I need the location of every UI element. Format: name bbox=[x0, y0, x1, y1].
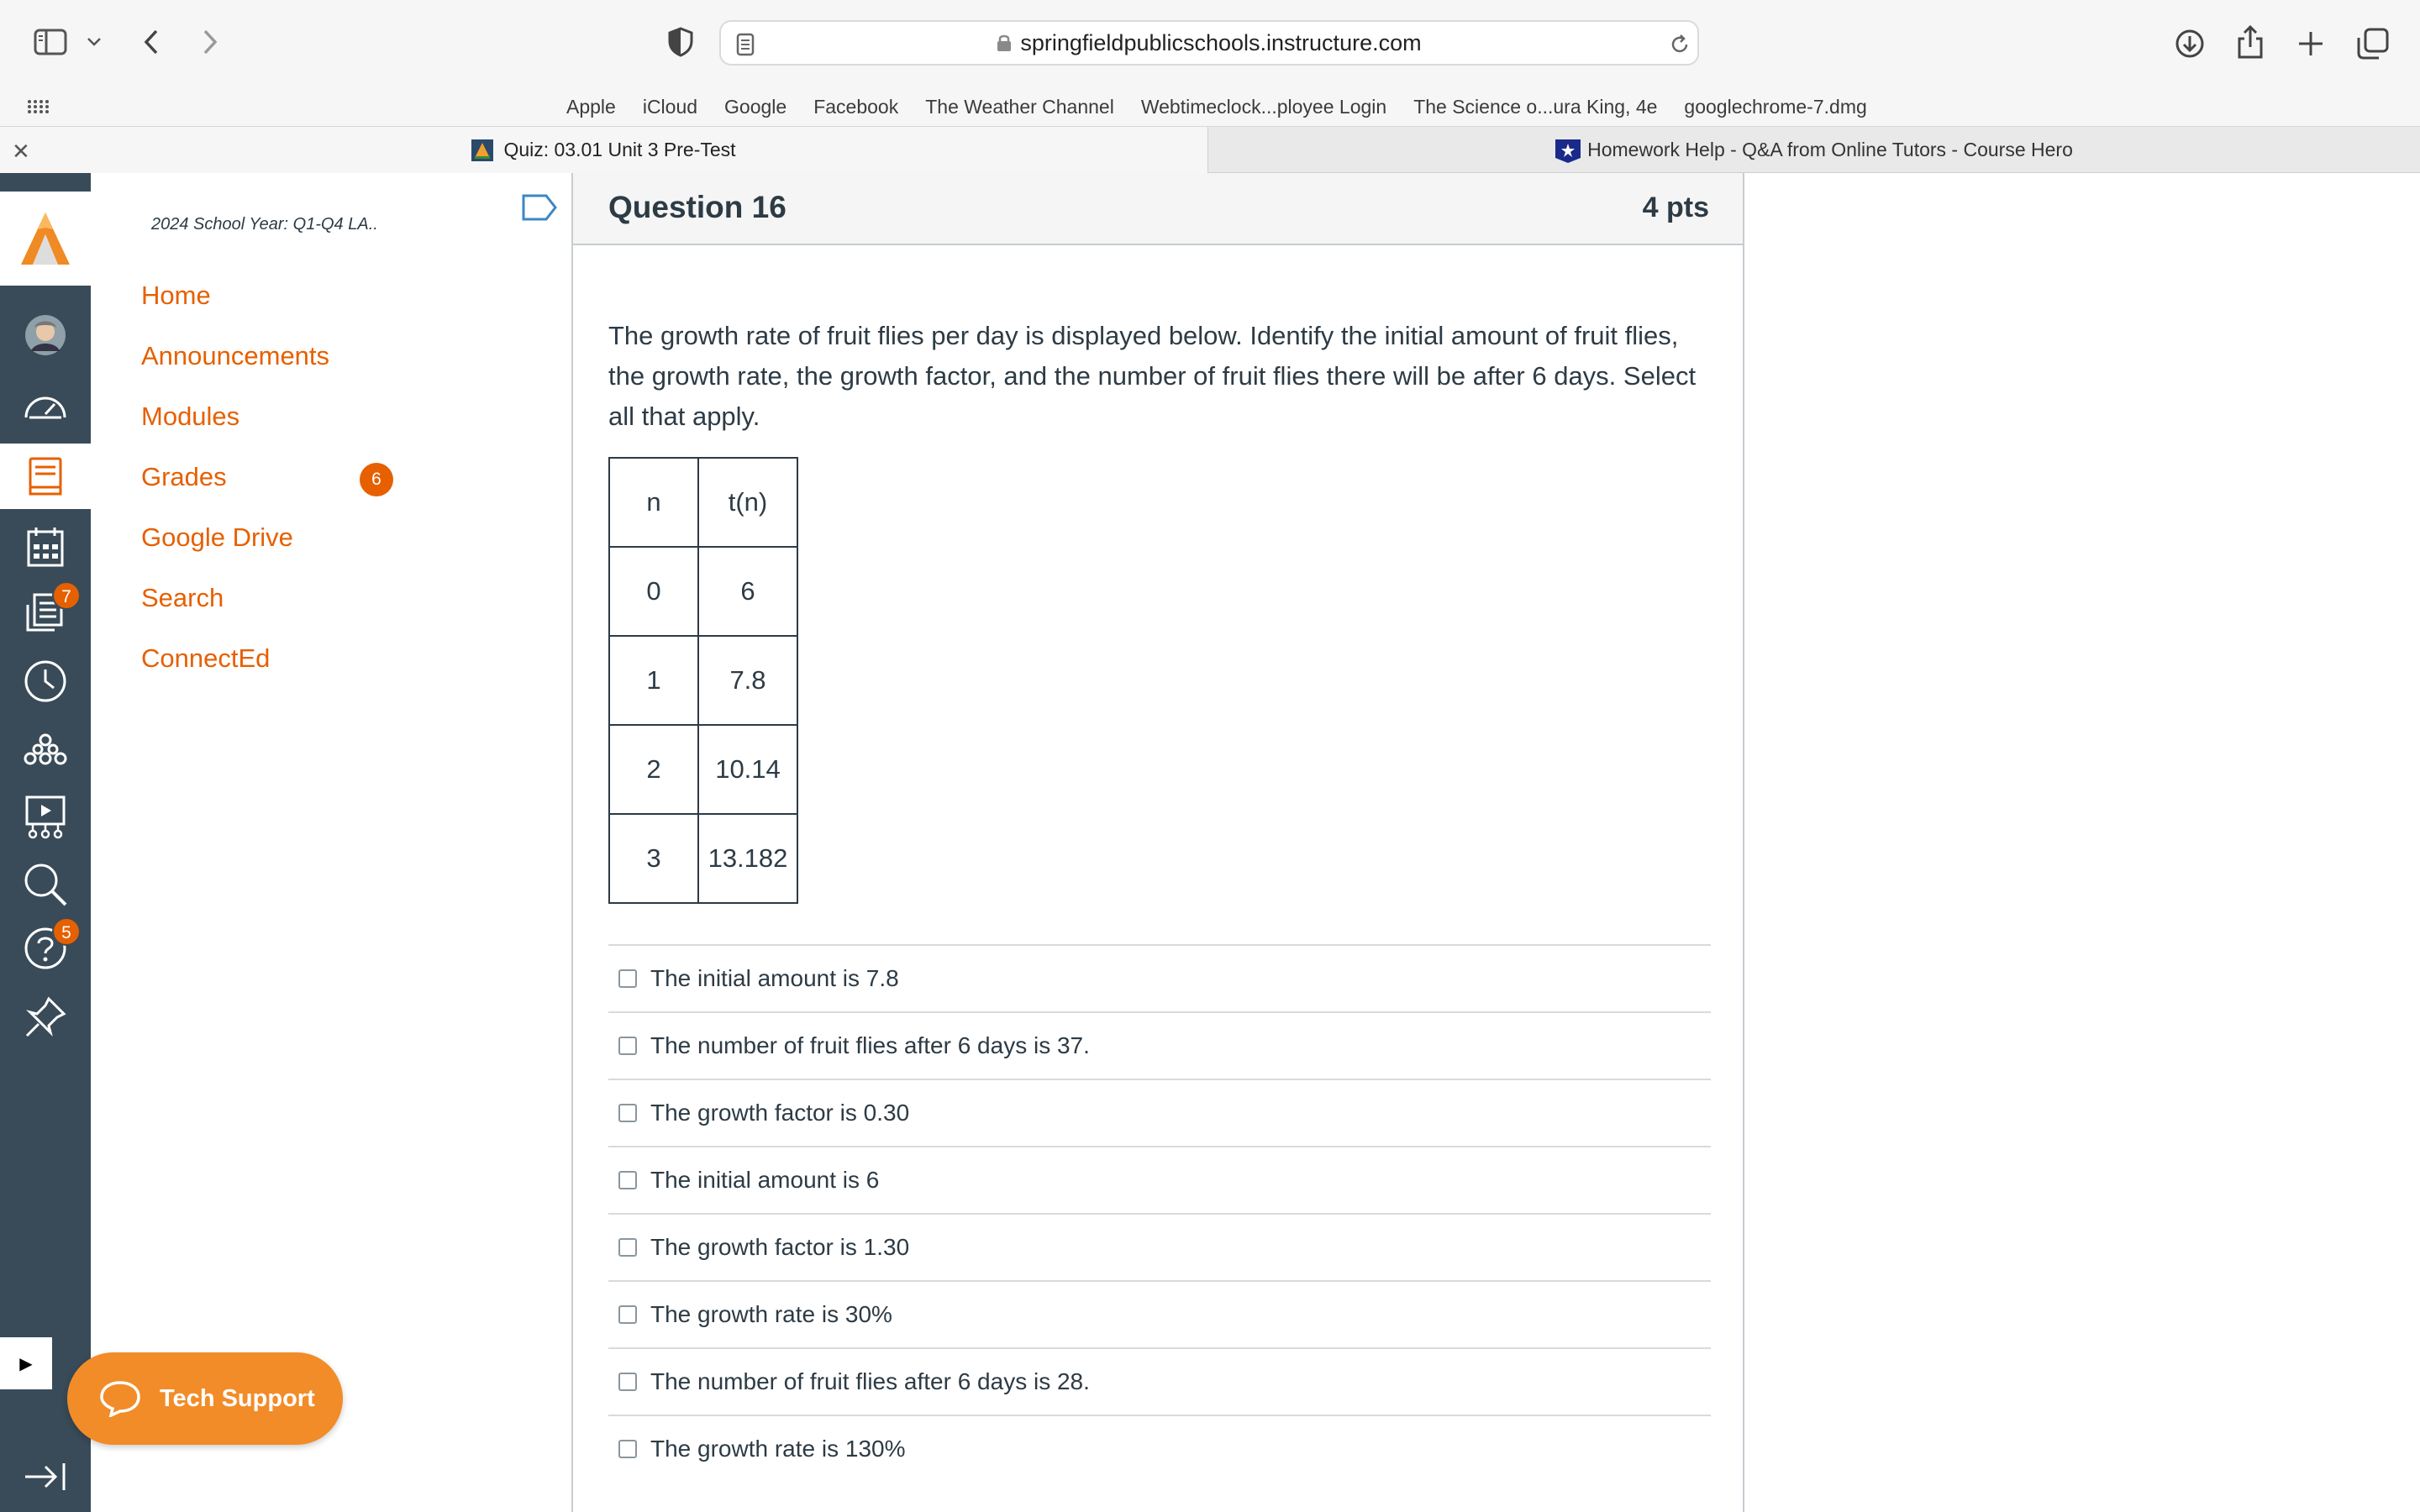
tab-title: Homework Help - Q&A from Online Tutors - Course Hero bbox=[1587, 139, 2073, 160]
groups-icon bbox=[23, 732, 68, 768]
courses-icon bbox=[27, 455, 64, 497]
bookmark-googlechrome[interactable]: googlechrome-7.dmg bbox=[1684, 95, 1867, 118]
sidebar-toggle-icon[interactable] bbox=[32, 25, 69, 59]
answer-checkbox[interactable] bbox=[618, 1171, 637, 1189]
nav-dashboard[interactable] bbox=[0, 373, 91, 438]
grades-badge: 6 bbox=[360, 463, 393, 496]
answer-option[interactable] bbox=[608, 1079, 1711, 1146]
table-header: n bbox=[609, 458, 698, 547]
course-nav-label: Grades bbox=[141, 462, 227, 491]
nav-account[interactable] bbox=[0, 302, 91, 368]
reload-icon[interactable] bbox=[1667, 32, 1692, 57]
course-nav-grades[interactable] bbox=[141, 447, 427, 507]
nav-studio[interactable] bbox=[0, 785, 91, 850]
bookmark-webtimeclock[interactable]: Webtimeclock...ployee Login bbox=[1140, 95, 1387, 118]
course-nav-search[interactable]: Search bbox=[141, 583, 224, 612]
question-title: Question 16 bbox=[608, 190, 786, 224]
tech-support-button[interactable] bbox=[67, 1352, 343, 1445]
answer-checkbox[interactable] bbox=[618, 1440, 637, 1458]
canvas-logo[interactable] bbox=[0, 192, 91, 286]
data-table bbox=[608, 457, 798, 904]
course-nav-home[interactable]: Home bbox=[141, 281, 211, 310]
answer-label: The number of fruit flies after 6 days is 37. bbox=[650, 1032, 1090, 1058]
question-header bbox=[573, 173, 1743, 245]
table-cell: 7.8 bbox=[698, 636, 797, 725]
table-header: t(n) bbox=[698, 458, 797, 547]
tab-bar bbox=[0, 126, 2420, 173]
bookmark-question-icon[interactable] bbox=[521, 193, 558, 226]
answer-option[interactable] bbox=[608, 1280, 1711, 1347]
back-icon[interactable] bbox=[134, 25, 168, 59]
table-cell: 10.14 bbox=[698, 725, 797, 814]
table-cell: 3 bbox=[609, 814, 698, 903]
bookmark-apple[interactable]: Apple bbox=[566, 95, 616, 118]
answer-checkbox[interactable] bbox=[618, 1104, 637, 1122]
table-cell: 1 bbox=[609, 636, 698, 725]
bookmarks-bar bbox=[0, 87, 2420, 126]
bookmark-science[interactable]: The Science o...ura King, 4e bbox=[1413, 95, 1658, 118]
nav-inbox[interactable] bbox=[0, 580, 91, 645]
course-title[interactable]: 2024 School Year: Q1-Q4 LA.. bbox=[151, 215, 378, 234]
question-text: The growth rate of fruit flies per day is displayed below. Identify the initial amount of fruit flies, the growth rate, the growth factor, and the number of fruit flies there will be after 6 days. Select all that apply. bbox=[608, 321, 1697, 431]
calendar-icon bbox=[26, 526, 65, 568]
answer-option[interactable] bbox=[608, 1146, 1711, 1213]
answer-option[interactable] bbox=[608, 1213, 1711, 1280]
table-cell: 0 bbox=[609, 547, 698, 636]
answer-checkbox[interactable] bbox=[618, 1305, 637, 1324]
inbox-badge: 7 bbox=[52, 581, 81, 610]
nav-history[interactable] bbox=[0, 648, 91, 714]
answer-checkbox[interactable] bbox=[618, 1373, 637, 1391]
table-row bbox=[609, 814, 797, 903]
answer-label: The growth factor is 0.30 bbox=[650, 1100, 910, 1126]
tab-quiz[interactable] bbox=[0, 127, 1208, 173]
nav-search[interactable] bbox=[0, 852, 91, 917]
answer-label: The growth rate is 30% bbox=[650, 1301, 892, 1327]
avatar bbox=[24, 314, 66, 356]
studio-icon bbox=[24, 795, 66, 840]
answer-label: The growth rate is 130% bbox=[650, 1436, 906, 1462]
course-navigation bbox=[91, 173, 571, 1512]
clock-icon bbox=[24, 659, 67, 703]
dashboard-icon bbox=[23, 389, 68, 423]
bookmark-google[interactable]: Google bbox=[724, 95, 787, 118]
answer-label: The growth factor is 1.30 bbox=[650, 1234, 910, 1260]
browser-toolbar bbox=[0, 0, 2420, 87]
lock-icon bbox=[997, 24, 1012, 66]
nav-pin[interactable] bbox=[0, 984, 91, 1050]
search-icon bbox=[23, 862, 68, 907]
address-bar[interactable] bbox=[719, 20, 1699, 66]
bookmark-weather-channel[interactable]: The Weather Channel bbox=[925, 95, 1114, 118]
pin-icon bbox=[24, 995, 67, 1039]
canvas-favicon-icon bbox=[471, 139, 493, 161]
tech-support-label: Tech Support bbox=[160, 1384, 315, 1412]
nav-help[interactable] bbox=[0, 916, 91, 981]
answer-label: The initial amount is 6 bbox=[650, 1167, 880, 1193]
table-row bbox=[609, 636, 797, 725]
answer-label: The number of fruit flies after 6 days is 28. bbox=[650, 1368, 1090, 1394]
grid-icon[interactable] bbox=[25, 96, 50, 118]
answer-list bbox=[608, 944, 1711, 1482]
course-nav-announcements[interactable]: Announcements bbox=[141, 341, 330, 370]
bookmark-icloud[interactable]: iCloud bbox=[642, 95, 698, 118]
help-badge: 5 bbox=[52, 917, 81, 946]
question-points: 4 pts bbox=[1642, 192, 1709, 223]
chevron-down-icon[interactable] bbox=[82, 30, 106, 54]
new-tab-icon[interactable] bbox=[2292, 25, 2329, 62]
nav-calendar[interactable] bbox=[0, 514, 91, 580]
table-row bbox=[609, 725, 797, 814]
answer-option[interactable] bbox=[608, 1415, 1711, 1482]
table-cell: 6 bbox=[698, 547, 797, 636]
privacy-shield-icon[interactable] bbox=[664, 25, 697, 59]
course-hero-favicon-icon bbox=[1555, 139, 1577, 161]
table-header-row bbox=[609, 458, 797, 547]
answer-label: The initial amount is 7.8 bbox=[650, 965, 899, 991]
answer-option[interactable] bbox=[608, 944, 1711, 1011]
answer-option[interactable] bbox=[608, 1011, 1711, 1079]
nav-courses[interactable] bbox=[0, 444, 91, 509]
forward-icon[interactable] bbox=[193, 25, 227, 59]
answer-checkbox[interactable] bbox=[618, 1037, 637, 1055]
share-icon[interactable] bbox=[2232, 22, 2269, 62]
close-icon[interactable]: ✕ bbox=[12, 139, 30, 164]
downloads-icon[interactable] bbox=[2171, 25, 2208, 62]
table-cell: 2 bbox=[609, 725, 698, 814]
course-nav-connected[interactable]: ConnectEd bbox=[141, 643, 271, 673]
answer-option[interactable] bbox=[608, 1347, 1711, 1415]
nav-expand-toggle[interactable]: ▶ bbox=[0, 1337, 52, 1389]
question-panel bbox=[571, 173, 1744, 1512]
answer-checkbox[interactable] bbox=[618, 969, 637, 988]
url-text: springfieldpublicschools.instructure.com bbox=[1020, 30, 1422, 55]
tab-course-hero[interactable] bbox=[1208, 127, 2420, 173]
chat-bubble-icon bbox=[99, 1380, 141, 1417]
tab-overview-icon[interactable] bbox=[2354, 25, 2391, 62]
answer-checkbox[interactable] bbox=[618, 1238, 637, 1257]
nav-groups[interactable] bbox=[0, 717, 91, 783]
table-cell: 13.182 bbox=[698, 814, 797, 903]
collapse-nav-icon[interactable] bbox=[0, 1441, 91, 1512]
global-navigation bbox=[0, 173, 91, 1512]
bookmark-facebook[interactable]: Facebook bbox=[813, 95, 899, 118]
tab-title: Quiz: 03.01 Unit 3 Pre-Test bbox=[503, 139, 736, 160]
table-row bbox=[609, 547, 797, 636]
course-nav-modules[interactable]: Modules bbox=[141, 402, 240, 431]
course-nav-google-drive[interactable]: Google Drive bbox=[141, 522, 293, 552]
